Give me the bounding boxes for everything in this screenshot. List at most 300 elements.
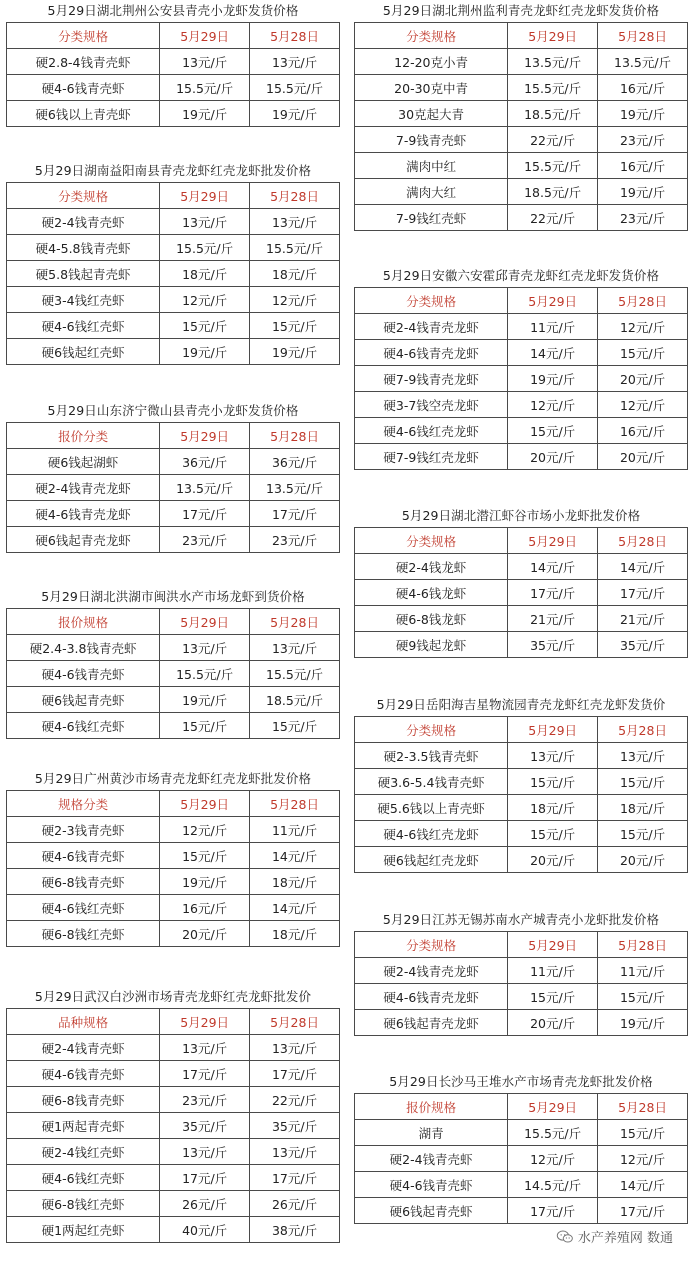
- price-cell: 13元/斤: [250, 635, 340, 661]
- table-row: [7, 501, 340, 527]
- column-header: 5月29日: [508, 288, 598, 314]
- price-cell: 15.5元/斤: [160, 661, 250, 687]
- column-header: 分类规格: [355, 528, 508, 554]
- column-header: 5月29日: [160, 609, 250, 635]
- table-row: [7, 313, 340, 339]
- table-row: [355, 101, 688, 127]
- table-row: [7, 817, 340, 843]
- spec-cell: 硬4-6钱青壳龙虾: [355, 984, 508, 1010]
- table-header-row: [7, 183, 340, 209]
- price-cell: 13元/斤: [250, 209, 340, 235]
- price-cell: 20元/斤: [508, 444, 598, 470]
- price-table: [354, 22, 688, 231]
- price-cell: 21元/斤: [598, 606, 688, 632]
- table-row: [355, 847, 688, 873]
- price-cell: 18元/斤: [250, 921, 340, 947]
- table-title: 5月29日安徽六安霍邱青壳龙虾红壳龙虾发货价格: [382, 268, 660, 283]
- watermark: [556, 1227, 673, 1246]
- price-cell: 13元/斤: [160, 209, 250, 235]
- spec-cell: 硬4-6钱红壳虾: [7, 895, 160, 921]
- price-cell: 20元/斤: [598, 847, 688, 873]
- table-row: [7, 895, 340, 921]
- column-header: 5月28日: [598, 23, 688, 49]
- spec-cell: 硬3-4钱红壳虾: [7, 287, 160, 313]
- table-row: [355, 179, 688, 205]
- column-header: 5月28日: [250, 423, 340, 449]
- column-header: 5月29日: [508, 932, 598, 958]
- price-cell: 16元/斤: [160, 895, 250, 921]
- column-header: 报价规格: [7, 609, 160, 635]
- price-cell: 15元/斤: [598, 340, 688, 366]
- price-cell: 26元/斤: [160, 1191, 250, 1217]
- table-title: 5月29日武汉白沙洲市场青壳龙虾红壳龙虾批发价: [34, 989, 312, 1004]
- spec-cell: 硬4-6钱龙虾: [355, 580, 508, 606]
- price-table: [6, 608, 340, 739]
- price-cell: 13.5元/斤: [598, 49, 688, 75]
- price-cell: 12元/斤: [160, 287, 250, 313]
- price-table: [354, 1093, 688, 1224]
- table-row: [355, 1010, 688, 1036]
- spec-cell: 硬7-9钱红壳龙虾: [355, 444, 508, 470]
- column-header: 5月28日: [598, 528, 688, 554]
- price-table: [6, 182, 340, 365]
- table-header-row: [355, 528, 688, 554]
- table-row: [355, 743, 688, 769]
- price-cell: 16元/斤: [598, 418, 688, 444]
- column-header: 5月28日: [250, 23, 340, 49]
- wechat-icon: [556, 1230, 574, 1244]
- price-cell: 16元/斤: [598, 75, 688, 101]
- column-header: 5月29日: [508, 23, 598, 49]
- price-cell: 14元/斤: [508, 340, 598, 366]
- spec-cell: 满肉大红: [355, 179, 508, 205]
- table-row: [355, 958, 688, 984]
- column-header: 5月29日: [508, 1094, 598, 1120]
- table-title: 5月29日湖北潜江虾谷市场小龙虾批发价格: [401, 508, 641, 523]
- price-cell: 23元/斤: [598, 127, 688, 153]
- price-cell: 12元/斤: [250, 287, 340, 313]
- price-cell: 17元/斤: [160, 1061, 250, 1087]
- price-cell: 20元/斤: [160, 921, 250, 947]
- column-header: 5月29日: [160, 23, 250, 49]
- price-table: [6, 22, 340, 127]
- table-row: [355, 366, 688, 392]
- spec-cell: 硬6-8钱红壳虾: [7, 1191, 160, 1217]
- price-cell: 15.5元/斤: [250, 661, 340, 687]
- spec-cell: 硬4-6钱青壳虾: [7, 1061, 160, 1087]
- price-cell: 18元/斤: [508, 795, 598, 821]
- spec-cell: 硬6钱起青壳虾: [355, 1198, 508, 1224]
- spec-cell: 硬4-6钱青壳虾: [7, 661, 160, 687]
- spec-cell: 硬2-4钱青壳虾: [355, 1146, 508, 1172]
- spec-cell: 硬5.8钱起青壳虾: [7, 261, 160, 287]
- price-table: [354, 931, 688, 1036]
- column-header: 报价分类: [7, 423, 160, 449]
- price-cell: 17元/斤: [250, 501, 340, 527]
- spec-cell: 硬4-5.8钱青壳虾: [7, 235, 160, 261]
- price-table: [6, 1008, 340, 1243]
- column-header: 5月29日: [160, 791, 250, 817]
- table-row: [355, 821, 688, 847]
- price-cell: 13元/斤: [598, 743, 688, 769]
- spec-cell: 硬4-6钱青壳龙虾: [7, 501, 160, 527]
- price-table-block: [354, 694, 688, 873]
- price-cell: 15.5元/斤: [508, 75, 598, 101]
- table-row: [7, 921, 340, 947]
- column-header: 5月29日: [508, 528, 598, 554]
- price-cell: 19元/斤: [598, 101, 688, 127]
- table-row: [355, 392, 688, 418]
- spec-cell: 硬2-4钱青壳龙虾: [355, 314, 508, 340]
- price-cell: 36元/斤: [250, 449, 340, 475]
- price-cell: 13元/斤: [160, 1139, 250, 1165]
- price-cell: 19元/斤: [508, 366, 598, 392]
- spec-cell: 硬6钱起红壳龙虾: [355, 847, 508, 873]
- price-cell: 15元/斤: [508, 821, 598, 847]
- price-cell: 15.5元/斤: [250, 235, 340, 261]
- price-cell: 17元/斤: [598, 580, 688, 606]
- price-table-block: [6, 160, 340, 365]
- column-header: 5月28日: [598, 288, 688, 314]
- table-row: [7, 449, 340, 475]
- price-cell: 15元/斤: [598, 984, 688, 1010]
- price-cell: 15.5元/斤: [508, 1120, 598, 1146]
- table-row: [355, 127, 688, 153]
- price-cell: 13.5元/斤: [160, 475, 250, 501]
- spec-cell: 硬6钱以上青壳虾: [7, 101, 160, 127]
- table-row: [7, 1165, 340, 1191]
- price-table-block: [354, 505, 688, 658]
- spec-cell: 硬4-6钱红壳虾: [7, 1165, 160, 1191]
- column-header: 5月28日: [598, 1094, 688, 1120]
- price-cell: 15元/斤: [160, 843, 250, 869]
- price-cell: 35元/斤: [598, 632, 688, 658]
- spec-cell: 硬1两起青壳虾: [7, 1113, 160, 1139]
- price-cell: 23元/斤: [160, 527, 250, 553]
- price-cell: 17元/斤: [508, 580, 598, 606]
- price-cell: 15元/斤: [250, 313, 340, 339]
- price-cell: 20元/斤: [508, 847, 598, 873]
- price-cell: 22元/斤: [508, 205, 598, 231]
- price-cell: 12元/斤: [160, 817, 250, 843]
- table-row: [7, 261, 340, 287]
- table-title: 5月29日岳阳海吉星物流园青壳龙虾红壳龙虾发货价: [376, 697, 666, 712]
- price-cell: 15元/斤: [160, 313, 250, 339]
- spec-cell: 硬3.6-5.4钱青壳虾: [355, 769, 508, 795]
- price-cell: 18元/斤: [598, 795, 688, 821]
- table-row: [7, 475, 340, 501]
- price-cell: 23元/斤: [598, 205, 688, 231]
- spec-cell: 硬2-4钱龙虾: [355, 554, 508, 580]
- price-cell: 19元/斤: [250, 339, 340, 365]
- price-cell: 17元/斤: [598, 1198, 688, 1224]
- price-cell: 35元/斤: [508, 632, 598, 658]
- column-header: 5月29日: [508, 717, 598, 743]
- table-row: [7, 869, 340, 895]
- spec-cell: 硬4-6钱红壳虾: [7, 313, 160, 339]
- price-cell: 36元/斤: [160, 449, 250, 475]
- price-cell: 17元/斤: [250, 1165, 340, 1191]
- column-header: 分类规格: [7, 23, 160, 49]
- price-table: [6, 790, 340, 947]
- price-cell: 14元/斤: [250, 895, 340, 921]
- spec-cell: 硬1两起红壳虾: [7, 1217, 160, 1243]
- price-cell: 23元/斤: [250, 527, 340, 553]
- spec-cell: 硬2-4钱青壳龙虾: [355, 958, 508, 984]
- price-table-block: [6, 0, 340, 127]
- table-row: [7, 101, 340, 127]
- price-cell: 14元/斤: [250, 843, 340, 869]
- spec-cell: 硬5.6钱以上青壳虾: [355, 795, 508, 821]
- price-table-block: [6, 586, 340, 739]
- table-row: [7, 1191, 340, 1217]
- table-header-row: [355, 23, 688, 49]
- table-row: [7, 713, 340, 739]
- table-row: [7, 843, 340, 869]
- spec-cell: 硬3-7钱空壳龙虾: [355, 392, 508, 418]
- spec-cell: 硬6钱起青壳龙虾: [7, 527, 160, 553]
- price-cell: 15元/斤: [160, 713, 250, 739]
- price-cell: 14元/斤: [508, 554, 598, 580]
- spec-cell: 7-9钱红壳虾: [355, 205, 508, 231]
- price-table-block: [354, 909, 688, 1036]
- price-cell: 15元/斤: [250, 713, 340, 739]
- column-header: 报价规格: [355, 1094, 508, 1120]
- price-table: [354, 527, 688, 658]
- column-header: 品种规格: [7, 1009, 160, 1035]
- spec-cell: 硬6-8钱青壳虾: [7, 1087, 160, 1113]
- price-cell: 22元/斤: [508, 127, 598, 153]
- table-header-row: [7, 23, 340, 49]
- table-row: [355, 205, 688, 231]
- watermark-text: 水产养殖网 数通: [577, 1231, 673, 1246]
- price-cell: 22元/斤: [250, 1087, 340, 1113]
- spec-cell: 硬2.8-4钱青壳虾: [7, 49, 160, 75]
- spec-cell: 硬6-8钱红壳虾: [7, 921, 160, 947]
- column-header: 5月28日: [250, 791, 340, 817]
- price-cell: 21元/斤: [508, 606, 598, 632]
- price-cell: 17元/斤: [160, 501, 250, 527]
- table-title: 5月29日湖南益阳南县青壳龙虾红壳龙虾批发价格: [34, 163, 312, 178]
- table-header-row: [355, 932, 688, 958]
- table-row: [7, 339, 340, 365]
- spec-cell: 满肉中红: [355, 153, 508, 179]
- spec-cell: 硬2-3.5钱青壳虾: [355, 743, 508, 769]
- table-title: 5月29日长沙马王堆水产市场青壳龙虾批发价格: [389, 1074, 653, 1089]
- price-cell: 18.5元/斤: [250, 687, 340, 713]
- price-cell: 11元/斤: [250, 817, 340, 843]
- column-header: 5月29日: [160, 1009, 250, 1035]
- spec-cell: 硬7-9钱青壳龙虾: [355, 366, 508, 392]
- price-cell: 17元/斤: [508, 1198, 598, 1224]
- spec-cell: 硬2-4钱红壳虾: [7, 1139, 160, 1165]
- price-table: [354, 287, 688, 470]
- table-row: [7, 1035, 340, 1061]
- price-cell: 13元/斤: [250, 1035, 340, 1061]
- price-table-block: [6, 400, 340, 553]
- spec-cell: 硬4-6钱青壳虾: [7, 75, 160, 101]
- table-row: [7, 209, 340, 235]
- table-title: 5月29日湖北荆州监利青壳龙虾红壳龙虾发货价格: [382, 3, 660, 18]
- price-cell: 13元/斤: [250, 1139, 340, 1165]
- price-cell: 13.5元/斤: [250, 475, 340, 501]
- price-cell: 40元/斤: [160, 1217, 250, 1243]
- column-header: 5月29日: [160, 423, 250, 449]
- table-row: [355, 418, 688, 444]
- table-row: [355, 1198, 688, 1224]
- column-header: 5月28日: [598, 717, 688, 743]
- table-row: [355, 49, 688, 75]
- price-cell: 18元/斤: [250, 261, 340, 287]
- table-row: [355, 554, 688, 580]
- column-header: 5月29日: [160, 183, 250, 209]
- price-cell: 18元/斤: [250, 869, 340, 895]
- column-header: 5月28日: [250, 609, 340, 635]
- price-cell: 35元/斤: [250, 1113, 340, 1139]
- column-header: 分类规格: [7, 183, 160, 209]
- price-cell: 15元/斤: [508, 984, 598, 1010]
- price-cell: 15元/斤: [598, 1120, 688, 1146]
- price-cell: 35元/斤: [160, 1113, 250, 1139]
- table-row: [7, 75, 340, 101]
- table-row: [355, 1120, 688, 1146]
- table-title: 5月29日山东济宁微山县青壳小龙虾发货价格: [47, 403, 299, 418]
- table-row: [7, 1139, 340, 1165]
- price-cell: 12元/斤: [598, 392, 688, 418]
- price-cell: 13元/斤: [160, 1035, 250, 1061]
- table-row: [355, 606, 688, 632]
- price-table-block: [6, 768, 340, 947]
- price-cell: 15元/斤: [598, 769, 688, 795]
- price-cell: 20元/斤: [598, 366, 688, 392]
- spec-cell: 硬4-6钱红壳虾: [7, 713, 160, 739]
- table-row: [7, 1087, 340, 1113]
- price-cell: 12元/斤: [508, 392, 598, 418]
- price-table: [354, 716, 688, 873]
- price-cell: 14元/斤: [598, 554, 688, 580]
- table-title: 5月29日江苏无锡苏南水产城青壳小龙虾批发价格: [382, 912, 660, 927]
- spec-cell: 硬2-4钱青壳虾: [7, 1035, 160, 1061]
- price-cell: 17元/斤: [250, 1061, 340, 1087]
- price-cell: 15.5元/斤: [160, 75, 250, 101]
- column-header: 分类规格: [355, 23, 508, 49]
- spec-cell: 硬2-3钱青壳虾: [7, 817, 160, 843]
- price-cell: 19元/斤: [160, 687, 250, 713]
- price-cell: 12元/斤: [508, 1146, 598, 1172]
- spec-cell: 硬6-8钱青壳虾: [7, 869, 160, 895]
- table-row: [7, 1113, 340, 1139]
- price-cell: 18.5元/斤: [508, 179, 598, 205]
- spec-cell: 12-20克小青: [355, 49, 508, 75]
- price-cell: 13元/斤: [508, 743, 598, 769]
- price-cell: 11元/斤: [598, 958, 688, 984]
- price-cell: 18.5元/斤: [508, 101, 598, 127]
- table-row: [7, 49, 340, 75]
- spec-cell: 硬2-4钱青壳龙虾: [7, 475, 160, 501]
- table-row: [355, 75, 688, 101]
- price-cell: 11元/斤: [508, 314, 598, 340]
- spec-cell: 30克起大青: [355, 101, 508, 127]
- table-row: [355, 984, 688, 1010]
- price-cell: 23元/斤: [160, 1087, 250, 1113]
- table-title: 5月29日湖北荆州公安县青壳小龙虾发货价格: [47, 3, 299, 18]
- table-row: [355, 153, 688, 179]
- price-table-block: [354, 265, 688, 470]
- spec-cell: 硬4-6钱红壳龙虾: [355, 821, 508, 847]
- price-cell: 19元/斤: [160, 101, 250, 127]
- price-cell: 19元/斤: [598, 1010, 688, 1036]
- spec-cell: 硬2.4-3.8钱青壳虾: [7, 635, 160, 661]
- table-row: [355, 769, 688, 795]
- spec-cell: 硬2-4钱青壳虾: [7, 209, 160, 235]
- table-row: [7, 687, 340, 713]
- price-table-block: [354, 1071, 688, 1224]
- column-header: 分类规格: [355, 717, 508, 743]
- price-cell: 15.5元/斤: [250, 75, 340, 101]
- price-cell: 15.5元/斤: [508, 153, 598, 179]
- table-row: [355, 1146, 688, 1172]
- table-header-row: [355, 717, 688, 743]
- column-header: 5月28日: [250, 1009, 340, 1035]
- price-cell: 11元/斤: [508, 958, 598, 984]
- price-cell: 16元/斤: [598, 153, 688, 179]
- price-cell: 13元/斤: [160, 635, 250, 661]
- table-header-row: [7, 1009, 340, 1035]
- table-row: [7, 661, 340, 687]
- spec-cell: 硬6钱起红壳虾: [7, 339, 160, 365]
- price-cell: 20元/斤: [598, 444, 688, 470]
- spec-cell: 湖青: [355, 1120, 508, 1146]
- table-title: 5月29日广州黄沙市场青壳龙虾红壳龙虾批发价格: [34, 771, 312, 786]
- table-title: 5月29日湖北洪湖市闽洪水产市场龙虾到货价格: [41, 589, 305, 604]
- price-table: [6, 422, 340, 553]
- table-row: [355, 444, 688, 470]
- table-row: [7, 527, 340, 553]
- table-header-row: [7, 423, 340, 449]
- table-header-row: [7, 791, 340, 817]
- table-row: [355, 340, 688, 366]
- price-cell: 19元/斤: [598, 179, 688, 205]
- price-cell: 15元/斤: [508, 769, 598, 795]
- price-cell: 19元/斤: [250, 101, 340, 127]
- price-cell: 19元/斤: [160, 869, 250, 895]
- column-header: 分类规格: [355, 288, 508, 314]
- table-row: [355, 314, 688, 340]
- table-row: [355, 580, 688, 606]
- spec-cell: 硬6钱起湖虾: [7, 449, 160, 475]
- table-row: [7, 287, 340, 313]
- spec-cell: 硬6-8钱龙虾: [355, 606, 508, 632]
- price-cell: 20元/斤: [508, 1010, 598, 1036]
- price-cell: 12元/斤: [598, 1146, 688, 1172]
- price-cell: 15元/斤: [508, 418, 598, 444]
- price-cell: 14.5元/斤: [508, 1172, 598, 1198]
- column-header: 规格分类: [7, 791, 160, 817]
- table-header-row: [7, 609, 340, 635]
- price-table-block: [354, 0, 688, 231]
- spec-cell: 硬4-6钱青壳虾: [355, 1172, 508, 1198]
- price-table-block: [6, 986, 340, 1243]
- column-header: 5月28日: [598, 932, 688, 958]
- spec-cell: 硬9钱起龙虾: [355, 632, 508, 658]
- price-cell: 13元/斤: [160, 49, 250, 75]
- spec-cell: 硬4-6钱青壳龙虾: [355, 340, 508, 366]
- price-cell: 13.5元/斤: [508, 49, 598, 75]
- spec-cell: 硬4-6钱青壳虾: [7, 843, 160, 869]
- table-row: [7, 635, 340, 661]
- table-row: [7, 1217, 340, 1243]
- price-cell: 26元/斤: [250, 1191, 340, 1217]
